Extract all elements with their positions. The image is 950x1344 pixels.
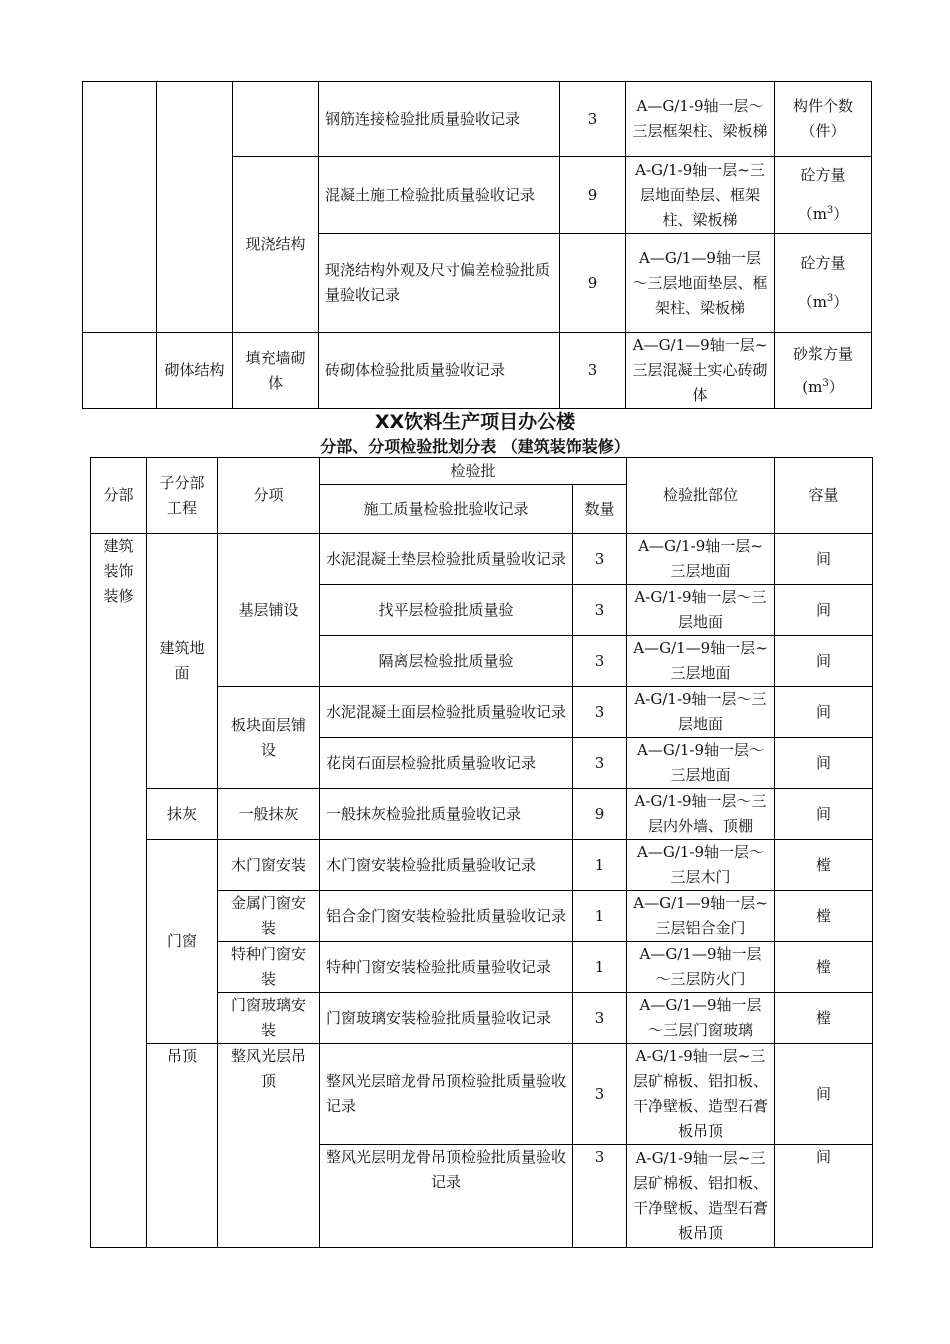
zifenbu-cell: 抹灰 — [147, 789, 218, 840]
capacity-unit — [781, 202, 865, 227]
capacity-cell: 间 — [775, 1044, 873, 1145]
record-cell: 特种门窗安装检验批质量验收记录 — [320, 942, 573, 993]
record-cell: 铝合金门窗安装检验批质量验收记录 — [320, 891, 573, 942]
record-cell: 木门窗安装检验批质量验收记录 — [320, 840, 573, 891]
header-qty: 数量 — [573, 485, 627, 534]
unit-sup: 3 — [826, 293, 834, 304]
capacity-cell: 间 — [775, 687, 873, 738]
capacity-cell: 樘 — [775, 891, 873, 942]
qty-cell: 9 — [573, 789, 627, 840]
unit-end: ） — [833, 205, 849, 223]
location-cell: A—G/1—9轴一层～三层门窗玻璃 — [627, 993, 775, 1044]
capacity-cell — [775, 234, 872, 333]
qty-cell: 3 — [573, 1145, 627, 1248]
location-cell: A-G/1-9轴一层～三层地面 — [627, 687, 775, 738]
qty-cell: 3 — [573, 687, 627, 738]
fenxiang-cell: 一般抹灰 — [218, 789, 320, 840]
fenxiang-cell: 金属门窗安装 — [218, 891, 320, 942]
page-title: XX饮料生产项目办公楼 — [374, 411, 576, 433]
qty-cell: 3 — [573, 534, 627, 585]
location-cell: A—G/1—9轴一层～三层地面垫层、框架柱、梁板梯 — [626, 234, 775, 333]
fenxiang-cell: 基层铺设 — [218, 534, 320, 687]
fenxiang-cell: 填充墙砌体 — [233, 333, 319, 409]
record-cell: 现浇结构外观及尺寸偏差检验批质量验收记录 — [319, 234, 560, 333]
capacity-cell: 间 — [775, 1145, 873, 1248]
page-subtitle: 分部、分项检验批划分表 （建筑装饰装修） — [320, 437, 630, 456]
record-cell: 花岗石面层检验批质量验收记录 — [320, 738, 573, 789]
location-cell: A-G/1-9轴一层~三层矿棉板、铝扣板、干净壁板、造型石膏板吊顶 — [627, 1145, 775, 1248]
record-cell: 水泥混凝土面层检验批质量验收记录 — [320, 687, 573, 738]
unit-sup: 3 — [826, 205, 834, 216]
fenxiang-cell: 特种门窗安装 — [218, 942, 320, 993]
header-fenxiang: 分项 — [218, 458, 320, 534]
unit-text: (m — [802, 377, 823, 396]
qty-cell: 1 — [573, 891, 627, 942]
record-cell: 水泥混凝土垫层检验批质量验收记录 — [320, 534, 573, 585]
fenxiang-cell — [233, 82, 319, 157]
qty-cell: 3 — [573, 1044, 627, 1145]
fenxiang-cell: 整风光层吊顶 — [218, 1044, 320, 1248]
capacity-label: 砼方量 — [800, 254, 846, 272]
location-cell: A—G/1—9轴一层~三层混凝土实心砖砌体 — [626, 333, 775, 409]
location-cell: A—G/1-9轴一层～三层木门 — [627, 840, 775, 891]
location-cell: A—G/1-9轴一层～三层框架柱、梁板梯 — [626, 82, 775, 157]
header-record: 施工质量检验批验收记录 — [320, 485, 573, 534]
fenxiang-cell: 现浇结构 — [233, 157, 319, 333]
structure-table-continued — [82, 81, 872, 409]
fenbu-cell — [83, 82, 157, 333]
header-jianyanpi: 检验批 — [320, 458, 627, 485]
qty-cell: 3 — [560, 82, 626, 157]
location-cell: A-G/1-9轴一层～三层内外墙、顶棚 — [627, 789, 775, 840]
zifenbu-cell — [157, 82, 233, 333]
record-cell: 钢筋连接检验批质量验收记录 — [319, 82, 560, 157]
header-fenbu: 分部 — [91, 458, 147, 534]
capacity-label: 砼方量 — [800, 166, 846, 184]
header-zifenbu: 子分部工程 — [147, 458, 218, 534]
zifenbu-cell: 门窗 — [147, 840, 218, 1044]
record-cell: 门窗玻璃安装检验批质量验收记录 — [320, 993, 573, 1044]
capacity-cell: 樘 — [775, 942, 873, 993]
location-cell: A—G/1—9轴一层～三层防火门 — [627, 942, 775, 993]
zifenbu-cell: 建筑地面 — [147, 534, 218, 789]
decoration-table — [90, 457, 873, 1248]
capacity-label: 砂浆方量 — [792, 344, 853, 363]
capacity-cell: 间 — [775, 738, 873, 789]
zifenbu-cell: 吊顶 — [147, 1044, 218, 1248]
capacity-cell: 樘 — [775, 993, 873, 1044]
qty-cell: 9 — [560, 157, 626, 234]
record-cell: 混凝土施工检验批质量验收记录 — [319, 157, 560, 234]
location-cell: A—G/1-9轴一层～三层地面 — [627, 738, 775, 789]
zifenbu-cell: 砌体结构 — [157, 333, 233, 409]
capacity-cell: 间 — [775, 534, 873, 585]
record-cell: 整风光层暗龙骨吊顶检验批质量验收记录 — [320, 1044, 573, 1145]
unit-text: （m — [797, 293, 827, 311]
capacity-unit — [781, 375, 865, 400]
capacity-unit — [781, 290, 865, 315]
fenxiang-cell: 木门窗安装 — [218, 840, 320, 891]
capacity-cell — [775, 157, 872, 234]
record-cell: 砖砌体检验批质量验收记录 — [319, 333, 560, 409]
qty-cell: 1 — [573, 942, 627, 993]
record-cell: 隔离层检验批质量验 — [320, 636, 573, 687]
record-cell: 一般抹灰检验批质量验收记录 — [320, 789, 573, 840]
qty-cell: 3 — [573, 738, 627, 789]
qty-cell: 1 — [573, 840, 627, 891]
unit-text: （m — [797, 205, 827, 223]
unit-end: ） — [828, 377, 844, 396]
qty-cell: 3 — [573, 993, 627, 1044]
capacity-cell: 间 — [775, 636, 873, 687]
location-cell: A-G/1-9轴一层～三层地面 — [627, 585, 775, 636]
qty-cell: 3 — [573, 636, 627, 687]
qty-cell: 3 — [573, 585, 627, 636]
fenxiang-cell: 板块面层铺设 — [218, 687, 320, 789]
header-location: 检验批部位 — [627, 458, 775, 534]
location-cell: A-G/1-9轴一层~三层矿棉板、铝扣板、干净壁板、造型石膏板吊顶 — [627, 1044, 775, 1145]
qty-cell: 9 — [560, 234, 626, 333]
record-cell: 找平层检验批质量验 — [320, 585, 573, 636]
capacity-cell: 构件个数（件） — [775, 82, 872, 157]
fenbu-cell: 建筑装饰装修 — [91, 534, 147, 1248]
unit-sup: 3 — [822, 377, 829, 389]
location-cell: A—G/1—9轴一层~三层地面 — [627, 636, 775, 687]
location-cell: A—G/1-9轴一层~三层地面 — [627, 534, 775, 585]
record-cell: 整风光层明龙骨吊顶检验批质量验收记录 — [320, 1145, 573, 1248]
capacity-cell: 间 — [775, 789, 873, 840]
capacity-cell: 樘 — [775, 840, 873, 891]
capacity-cell: 间 — [775, 585, 873, 636]
capacity-cell — [775, 333, 872, 409]
location-cell: A-G/1-9轴一层~三层地面垫层、框架柱、梁板梯 — [626, 157, 775, 234]
header-capacity: 容量 — [775, 458, 873, 534]
qty-cell: 3 — [560, 333, 626, 409]
fenbu-cell — [83, 333, 157, 409]
unit-end: ） — [833, 293, 849, 311]
location-cell: A—G/1—9轴一层~三层铝合金门 — [627, 891, 775, 942]
fenxiang-cell: 门窗玻璃安装 — [218, 993, 320, 1044]
